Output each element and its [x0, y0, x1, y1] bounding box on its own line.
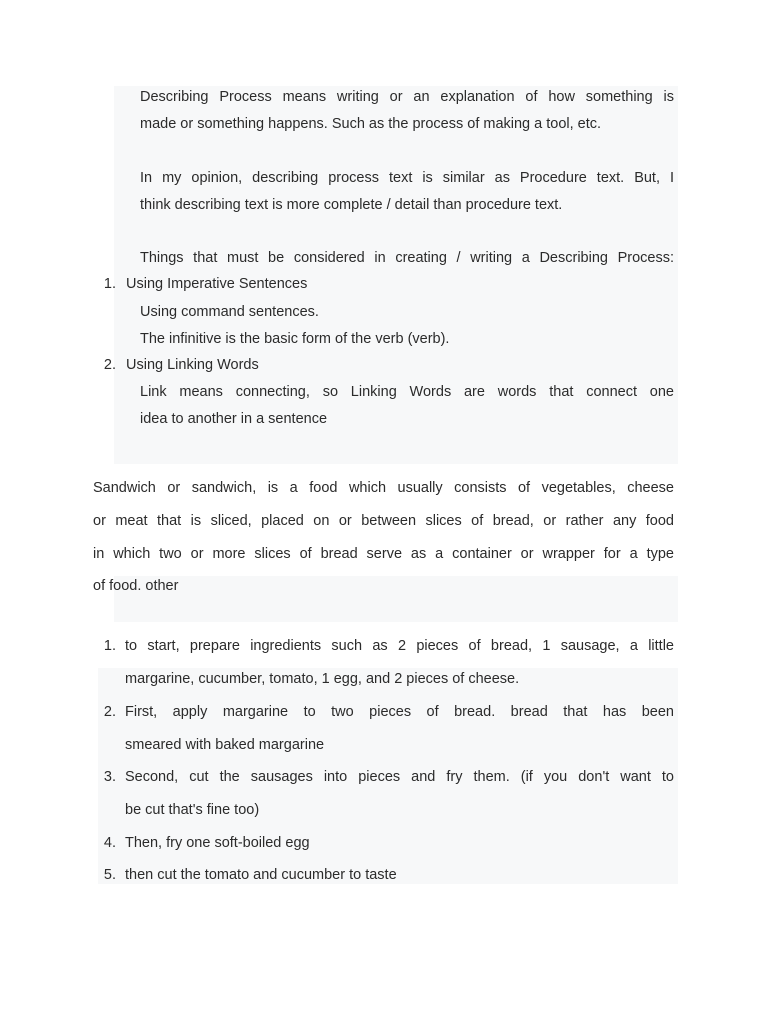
item-number: 2. — [103, 357, 116, 373]
item-number: 1. — [103, 276, 116, 292]
step-text: Second, cut the sausages into pieces and fry them. (if you don't want to — [125, 769, 674, 785]
step-number: 5. — [103, 867, 116, 883]
step-number: 4. — [103, 835, 116, 851]
sandwich-paragraph-line: Sandwich or sandwich, is a food which usually consists of vegetables, cheese — [93, 480, 674, 496]
item-detail: The infinitive is the basic form of the verb (verb). — [140, 331, 450, 347]
step-text: be cut that's fine too) — [125, 802, 260, 818]
sandwich-paragraph-line: or meat that is sliced, placed on or between slices of bread, or rather any food — [93, 513, 674, 529]
step-text: Then, fry one soft-boiled egg — [125, 835, 310, 851]
definition-line-1: Describing Process means writing or an explanation of how something is — [140, 89, 674, 105]
opinion-line-2: think describing text is more complete / detail than procedure text. — [140, 197, 563, 213]
step-number: 3. — [103, 769, 116, 785]
step-text: then cut the tomato and cucumber to taste — [125, 867, 397, 883]
sandwich-paragraph-line: in which two or more slices of bread serve as a container or wrapper for a type — [93, 546, 674, 562]
step-text: to start, prepare ingredients such as 2 pieces of bread, 1 sausage, a little — [125, 638, 674, 654]
item-title: Using Linking Words — [126, 357, 259, 373]
considerations-intro: Things that must be considered in creating / writing a Describing Process: — [140, 250, 674, 266]
item-detail: Using command sentences. — [140, 304, 319, 320]
section2-background — [114, 576, 678, 622]
item-detail: idea to another in a sentence — [140, 411, 328, 427]
step-number: 2. — [103, 704, 116, 720]
step-number: 1. — [103, 638, 116, 654]
item-title: Using Imperative Sentences — [126, 276, 308, 292]
item-detail: Link means connecting, so Linking Words are words that connect one — [140, 384, 674, 400]
opinion-line-1: In my opinion, describing process text is similar as Procedure text. But, I — [140, 170, 674, 186]
definition-line-2: made or something happens. Such as the process of making a tool, etc. — [140, 116, 602, 132]
step-text: First, apply margarine to two pieces of bread. bread that has been — [125, 704, 674, 720]
step-text: smeared with baked margarine — [125, 737, 325, 753]
sandwich-paragraph-line: of food. other — [93, 578, 179, 594]
step-text: margarine, cucumber, tomato, 1 egg, and 2 pieces of cheese. — [125, 671, 520, 687]
